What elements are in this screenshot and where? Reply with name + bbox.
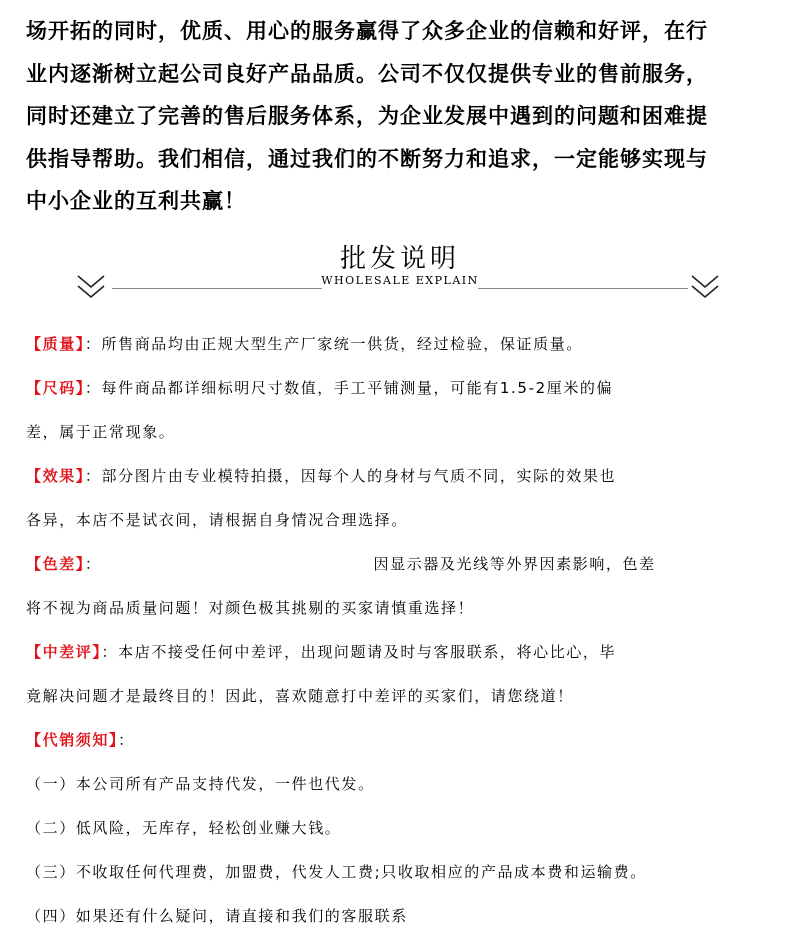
- intro-line: 场开拓的同时，优质、用心的服务赢得了众多企业的信赖和好评，在行: [26, 19, 708, 43]
- double-chevron-down-icon: [76, 272, 106, 302]
- list-item: （三）不收取任何代理费，加盟费，代发人工费;只收取相应的产品成本费和运输费。: [26, 863, 647, 881]
- rule-text: 因显示器及光线等外界因素影响，色差: [373, 555, 656, 573]
- rule-size: [26, 371, 796, 415]
- rule-text: ：所售商品均由正规大型生产厂家统一供货，经过检验，保证质量。: [84, 335, 583, 353]
- intro-line: 业内逐渐树立起公司良好产品品质。公司不仅仅提供专业的售前服务，: [26, 61, 708, 86]
- section-header: [0, 226, 800, 306]
- intro-line: 中小企业的互利共赢！: [26, 189, 246, 213]
- divider-right: [478, 288, 688, 289]
- rule-text: ：部分图片由专业模特拍摄，因每个人的身材与气质不同，实际的效果也: [84, 467, 617, 485]
- rule-tag: 【尺码】: [26, 379, 85, 397]
- rule-color: [26, 547, 796, 591]
- intro-paragraph: [26, 10, 786, 223]
- rule-text: ：本店不接受任何中差评，出现问题请及时与客服联系，将心比心，毕: [101, 643, 617, 661]
- rule-color-cont: 将不视为商品质量问题！对颜色极其挑剔的买家请慎重选择！: [26, 599, 475, 617]
- rule-tag: 【色差】: [26, 555, 85, 573]
- rule-size-cont: 差，属于正常现象。: [26, 423, 176, 441]
- section-title: 批发说明: [339, 244, 460, 274]
- list-item: （二）低风险，无库存，轻松创业赚大钱。: [26, 819, 342, 837]
- rule-effect-cont: 各异，本店不是试衣间，请根据自身情况合理选择。: [26, 511, 408, 529]
- rule-dropship: [26, 723, 796, 767]
- rule-effect: [26, 459, 796, 503]
- rule-quality: [26, 327, 796, 371]
- rule-tag: 【中差评】: [26, 643, 102, 661]
- rule-text: ：: [118, 731, 135, 749]
- rule-review-cont: 竟解决问题才是最终目的！因此，喜欢随意打中差评的买家们，请您绕道！: [26, 687, 574, 705]
- rule-tag: 【代销须知】: [26, 731, 119, 749]
- double-chevron-down-icon: [690, 272, 720, 302]
- rule-text: ：每件商品都详细标明尺寸数值，手工平铺测量，可能有1.5-2厘米的偏: [84, 379, 614, 397]
- rule-review: [26, 635, 796, 679]
- rule-tag: 【质量】: [26, 335, 85, 353]
- rule-tag: 【效果】: [26, 467, 85, 485]
- wholesale-rules: [26, 327, 796, 943]
- rule-text: ：: [84, 555, 102, 573]
- intro-line: 供指导帮助。我们相信，通过我们的不断努力和追求，一定能够实现与: [26, 146, 708, 171]
- list-item: （一）本公司所有产品支持代发，一件也代发。: [26, 775, 375, 793]
- list-item: （四）如果还有什么疑问，请直接和我们的客服联系: [26, 907, 408, 925]
- intro-line: 同时还建立了完善的售后服务体系，为企业发展中遇到的问题和困难提: [26, 104, 708, 128]
- divider-left: [112, 288, 322, 289]
- section-subtitle: WHOLESALE EXPLAIN: [321, 274, 479, 287]
